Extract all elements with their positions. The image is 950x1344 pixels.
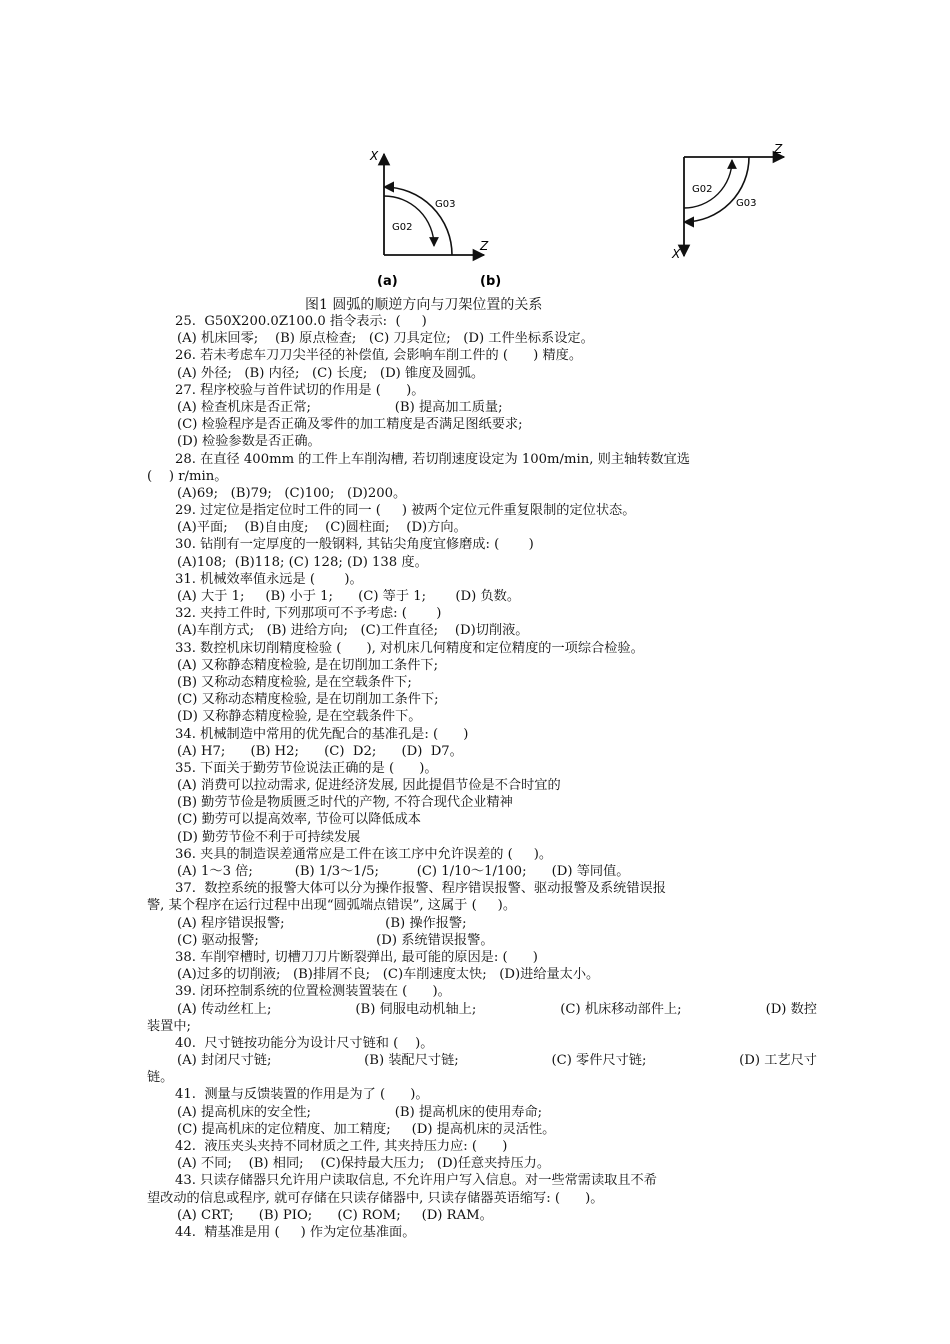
option-line: (A) 程序错误报警; (B) 操作报警;: [177, 915, 467, 931]
continuation-line: 望改动的信息或程序, 就可存储在只读存储器中, 只读存储器英语缩写: ( )。: [147, 1190, 604, 1206]
option-line: (A)过多的切削液; (B)排屑不良; (C)车削速度太快; (D)进给量太小。: [177, 967, 600, 983]
option-line: (C) 检验程序是否正确及零件的加工精度是否满足图纸要求;: [177, 417, 523, 433]
question-line: 34. 机械制造中常用的优先配合的基准孔是: ( ): [175, 726, 469, 742]
question-line: 25. G50X200.0Z100.0 指令表示: ( ): [175, 314, 427, 329]
option-line: (C) 提高机床的定位精度、加工精度; (D) 提高机床的灵活性。: [177, 1121, 556, 1137]
continuation-line: 装置中;: [147, 1018, 192, 1034]
continuation-line: ( ) r/min。: [147, 468, 228, 484]
option-part: (B) 伺服电动机轴上;: [355, 1001, 477, 1017]
question-line: 38. 车削窄槽时, 切槽刀刀片断裂弹出, 最可能的原因是: ( ): [175, 949, 538, 965]
option-line: (C) 勤劳可以提高效率, 节俭可以降低成本: [177, 812, 421, 828]
option-part: (C) 机床移动部件上;: [560, 1001, 682, 1017]
question-line: 37. 数控系统的报警大体可以分为操作报警、程序错误报警、驱动报警及系统错误报: [175, 881, 666, 897]
question-line: 36. 夹具的制造误差通常应是工件在该工序中允许误差的 ( )。: [175, 846, 553, 862]
question-line: 41. 测量与反馈装置的作用是为了 ( )。: [175, 1087, 429, 1103]
g02-label-b: G02: [692, 184, 713, 195]
option-line: (A)车削方式; (B) 进给方向; (C)工件直径; (D)切削液。: [177, 623, 529, 639]
arc-direction-figure: [340, 140, 800, 300]
option-line: (D) 勤劳节俭不利于可持续发展: [177, 829, 361, 845]
question-line: 43. 只读存储器只允许用户读取信息, 不允许用户写入信息。对一些常需读取且不希: [175, 1173, 657, 1189]
axis-x-label-b: X: [672, 247, 681, 261]
axis-z-label-a: Z: [480, 239, 489, 253]
diagram-label-b: (b): [480, 274, 502, 289]
option-line: (A) 1～3 倍; (B) 1/3～1/5; (C) 1/10～1/100; (D) 等同值。: [177, 864, 630, 879]
g03-label-b: G03: [736, 198, 757, 209]
question-line: 44. 精基准是用 ( ) 作为定位基准面。: [175, 1224, 416, 1240]
option-line: (A) 消费可以拉动需求, 促进经济发展, 因此提倡节俭是不合时宜的: [177, 778, 561, 794]
option-line: (A) 检查机床是否正常; (B) 提高加工质量;: [177, 399, 503, 415]
question-line: 28. 在直径 400mm 的工件上车削沟槽, 若切削速度设定为 100m/min, 则主轴转数宜选: [175, 451, 690, 467]
option-line: (A) 机床回零; (B) 原点检查; (C) 刀具定位; (D) 工件坐标系设定。: [177, 331, 594, 347]
g02-label-a: G02: [392, 222, 413, 233]
option-line: (A)69; (B)79; (C)100; (D)200。: [177, 485, 407, 501]
axis-x-label-a: X: [370, 149, 379, 163]
option-line: (A) H7; (B) H2; (C) D2; (D) D7。: [177, 743, 463, 759]
question-line: 31. 机械效率值永远是 ( )。: [175, 571, 363, 587]
continuation-line: 链。: [147, 1070, 174, 1086]
option-part: (C) 零件尺寸链;: [551, 1053, 647, 1069]
option-line: [147, 1052, 817, 1069]
option-line: (A) 又称静态精度检验, 是在切削加工条件下;: [177, 657, 439, 673]
option-part: (A) 封闭尺寸链;: [177, 1053, 272, 1069]
axis-z-label-b: Z: [774, 142, 783, 156]
diagram-b: [480, 142, 784, 289]
continuation-line: 警, 某个程序在运行过程中出现“圆弧端点错误”, 这属于 ( )。: [147, 898, 517, 914]
g03-label-a: G03: [435, 199, 456, 210]
question-line: 30. 钻削有一定厚度的一般钢料, 其钻尖角度宜修磨成: ( ): [175, 537, 534, 553]
option-line: (A)平面; (B)自由度; (C)圆柱面; (D)方向。: [177, 520, 467, 536]
option-line: (B) 勤劳节俭是物质匮乏时代的产物, 不符合现代企业精神: [177, 795, 513, 811]
diagram-a: [369, 149, 489, 289]
option-line: (A) 外径; (B) 内径; (C) 长度; (D) 锥度及圆弧。: [177, 365, 485, 381]
question-line: 35. 下面关于勤劳节俭说法正确的是 ( )。: [175, 760, 438, 776]
option-line: (A)108; (B)118; (C) 128; (D) 138 度。: [177, 554, 428, 570]
option-line: [147, 1001, 817, 1018]
question-line: 32. 夹持工件时, 下列那项可不予考虑: ( ): [175, 606, 442, 622]
question-list: [147, 313, 817, 1241]
diagram-label-a: (a): [377, 274, 398, 289]
option-line: (C) 驱动报警; (D) 系统错误报警。: [177, 932, 494, 948]
option-part: (D) 数控: [765, 1001, 817, 1017]
option-line: (A) 提高机床的安全性; (B) 提高机床的使用寿命;: [177, 1104, 543, 1120]
option-part: (A) 传动丝杠上;: [177, 1001, 272, 1017]
figure-caption: 图1 圆弧的顺逆方向与刀架位置的关系: [305, 297, 543, 313]
option-line: (C) 又称动态精度检验, 是在切削加工条件下;: [177, 692, 439, 708]
option-line: (A) 不同; (B) 相同; (C)保持最大压力; (D)任意夹持压力。: [177, 1156, 551, 1172]
question-line: 42. 液压夹头夹持不同材质之工件, 其夹持压力应: ( ): [175, 1139, 508, 1154]
question-line: 26. 若未考虑车刀刀尖半径的补偿值, 会影响车削工件的 ( ) 精度。: [175, 348, 583, 364]
option-line: (B) 又称动态精度检验, 是在空载条件下;: [177, 674, 412, 690]
question-line: 40. 尺寸链按功能分为设计尺寸链和 ( )。: [175, 1035, 434, 1051]
option-line: (A) 大于 1; (B) 小于 1; (C) 等于 1; (D) 负数。: [177, 589, 521, 604]
option-line: (D) 又称静态精度检验, 是在空载条件下。: [177, 709, 422, 725]
question-line: 39. 闭环控制系统的位置检测装置装在 ( )。: [175, 984, 451, 1000]
question-line: 27. 程序校验与首件试切的作用是 ( )。: [175, 382, 425, 398]
option-line: (D) 检验参数是否正确。: [177, 434, 321, 450]
question-line: 33. 数控机床切削精度检验 ( ), 对机床几何精度和定位精度的一项综合检验。: [175, 640, 644, 656]
question-line: 29. 过定位是指定位时工件的同一 ( ) 被两个定位元件重复限制的定位状态。: [175, 503, 636, 519]
option-part: (D) 工艺尺寸: [739, 1053, 817, 1069]
option-part: (B) 装配尺寸链;: [364, 1053, 459, 1069]
option-line: (A) CRT; (B) PIO; (C) ROM; (D) RAM。: [177, 1207, 493, 1223]
